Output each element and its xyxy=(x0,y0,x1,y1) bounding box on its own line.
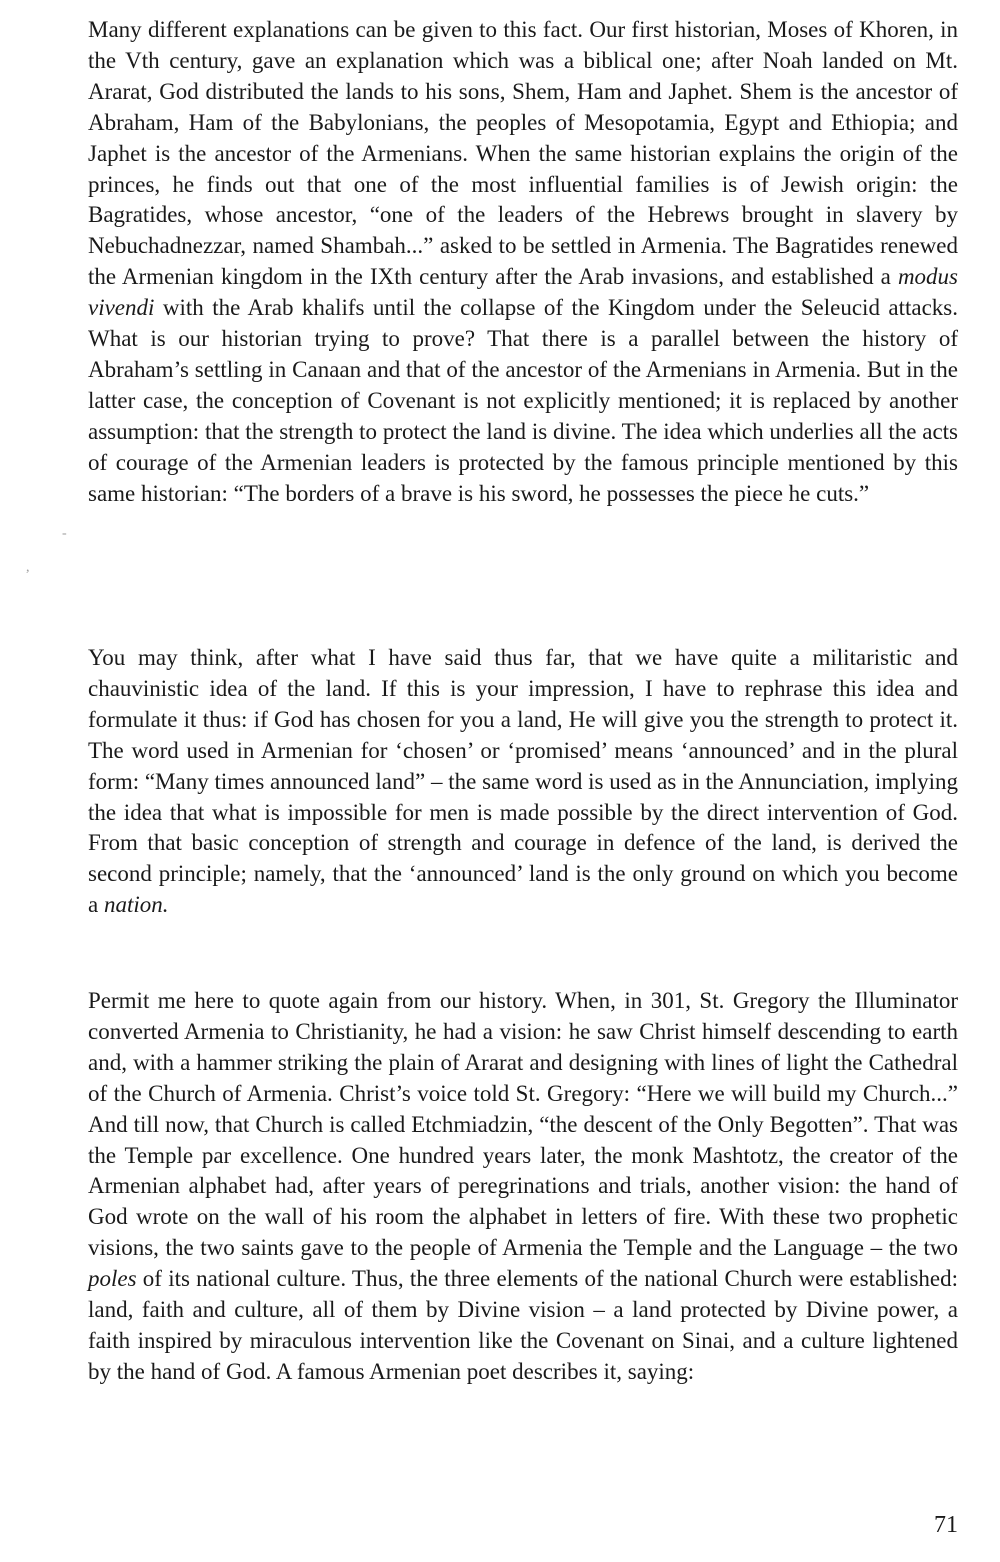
paragraph-text: with the Arab khalifs until the collapse of the Kingdom under the Seleucid attacks. What is our historian trying to prove? That there is a parallel between the history of Abraham’s settling in Canaan and that of the ancestor of the Armenians in Armenia. But in the latter case, the conception of Covenant is not explicitly mentioned; it is replaced by another assumption: that the strength to protect the land is divine. The idea which underlies all the acts of courage of the Armenian leaders is protected by the famous principle mentioned by this same historian: “The borders of a brave is his sword, he possesses the piece he cuts.” xyxy=(88,295,958,506)
paragraph-text: Many different explanations can be given to this fact. Our first historian, Moses of Khoren, in the Vth century, gave an explanation which was a biblical one; after Noah landed on Mt. Ararat, God distributed the lands to his sons, Shem, Ham and Japhet. Shem is the ancestor of Abraham, Ham of the Babylonians, the peoples of Mesopotamia, Egypt and Ethiopia; and Japhet is the ancestor of the Armenians. When the same historian explains the origin of the princes, he finds out that one of the most influential families is of Jewish origin: the Bagratides, whose ancestor, “one of the leaders of the Hebrews brought in slavery by Nebuchadnezzar, named Shambah...” asked to be settled in Armenia. The Bagratides renewed the Armenian kingdom in the IXth century after the Arab invasions, and established a xyxy=(88,17,958,290)
scan-speck: - xyxy=(62,526,67,541)
paragraph-moses-of-khoren xyxy=(88,15,958,510)
italic-phrase: modus vivendi xyxy=(88,264,958,321)
page-number: 71 xyxy=(934,1512,958,1538)
paragraph-st-gregory xyxy=(88,986,958,1388)
paragraph-announced-land xyxy=(88,643,958,921)
italic-phrase: nation. xyxy=(103,892,169,918)
italic-phrase: poles xyxy=(88,1266,137,1292)
paragraph-text: Permit me here to quote again from our history. When, in 301, St. Gregory the Illuminator converted Armenia to Christianity, he had a vision: he saw Christ himself descending to earth and, with a hammer striking the plain of Ararat and designing with lines of light the Cathedral of the Church of Armenia. Christ’s voice told St. Gregory: “Here we will build my Church...” And till now, that Church is called Etchmiadzin, “the descent of the Only Begotten”. That was the Temple par excellence. One hundred years later, the monk Mashtotz, the creator of the Armenian alphabet had, after years of peregrinations and trials, another vision: the hand of God wrote on the wall of his room the alphabet in letters of fire. With these two prophetic visions, the two saints gave to the people of Armenia the Temple and the Language – the two xyxy=(88,988,958,1261)
paragraph-text: of its national culture. Thus, the three elements of the national Church were established: land, faith and culture, all of them by Divine vision – a land protected by Divine power, a faith inspired by miraculous intervention like the Covenant on Sinai, and a culture lightened by the hand of God. A famous Armenian poet describes it, saying: xyxy=(88,1266,958,1384)
paragraph-text: You may think, after what I have said thus far, that we have quite a militaristic and chauvinistic idea of the land. If this is your impression, I have to rephrase this idea and formulate it thus: if God has chosen for you a land, He will give you the strength to protect it. The word used in Armenian for ‘chosen’ or ‘promised’ means ‘announced’ and in the plural form: “Many times announced land” – the same word is used as in the Annunciation, implying the idea that what is impossible for men is made possible by the direct intervention of God. From that basic conception of strength and courage in defence of the land, is derived the second principle; namely, that the ‘announced’ land is the only ground on which you become a xyxy=(88,645,958,918)
scan-speck: , xyxy=(26,560,30,575)
